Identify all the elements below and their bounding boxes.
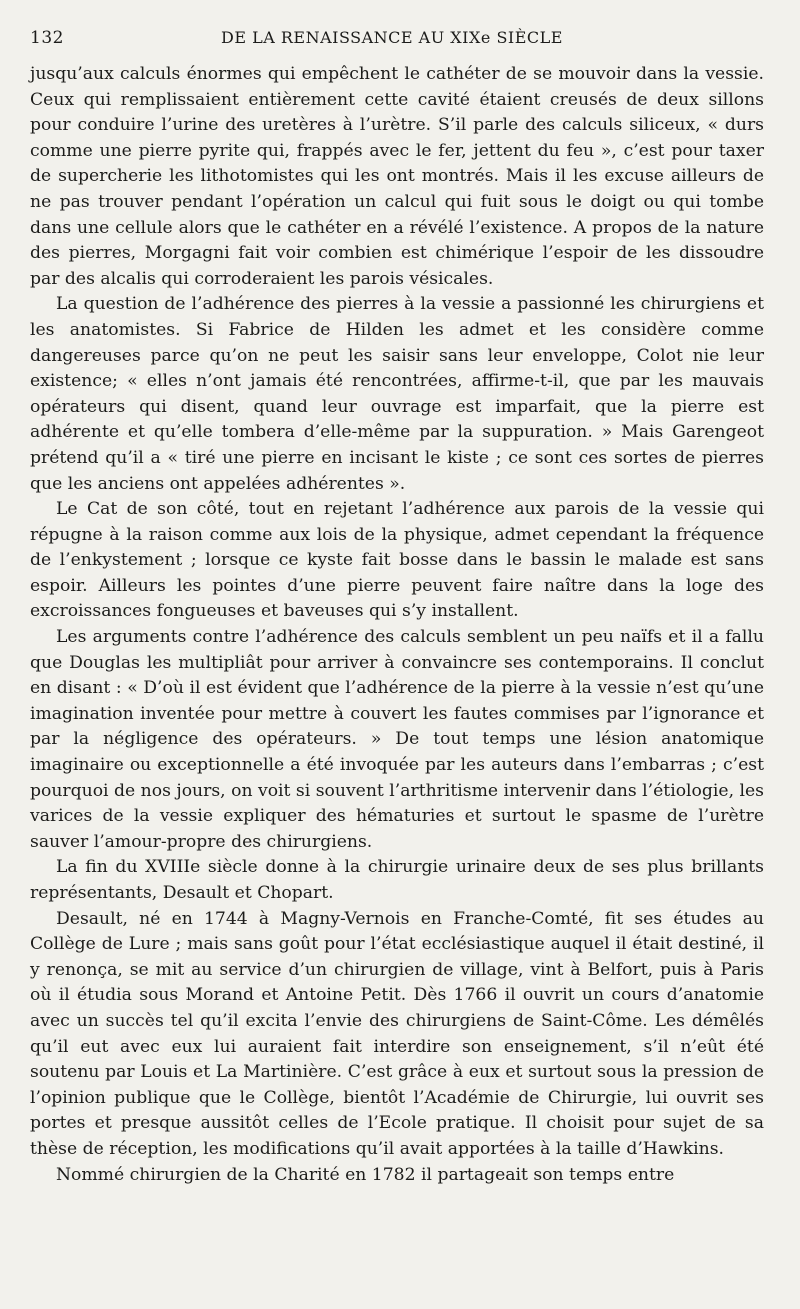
paragraph: Les arguments contre l’adhérence des calculs semblent un peu naïfs et il a fallu que Douglas les multipliât pour arriver à convaincre ses contemporains. Il conclut en disant : « D’où il est évident que l’adhérence de la pierre à la vessie n’est qu’une imagination inventée pour mettre à couvert les fautes commises par l’ignorance et par la négligence des opérateurs. » De tout temps une lésion anatomique imaginaire ou exceptionnelle a été invoquée par les auteurs dans l’embarras ; c’est pourquoi de nos jours, on voit si souvent l’arthritisme intervenir dans l’étiologie, les varices de la vessie expliquer des hématuries et surtout le spasme de l’urètre sauver l’amour-propre des chirurgiens. [30, 627, 764, 852]
paragraph: jusqu’aux calculs énormes qui empêchent le cathéter de se mouvoir dans la vessie. Ceux qui remplissaient entièrement cette cavité étaient creusés de deux sillons pour conduire l’urine des uretères à l’urètre. S’il parle des calculs siliceux, « durs comme une pierre pyrite qui, frappés avec le fer, jettent du feu », c’est pour taxer de supercherie les lithotomistes qui les ont montrés. Mais il les excuse ailleurs de ne pas trouver pendant l’opération un calcul qui fuit sous le doigt ou qui tombe dans une cellule alors que le cathéter en a révélé l’existence. A propos de la nature des pierres, Morgagni fait voir combien est chimérique l’espoir de les dissoudre par des alcalis qui corroderaient les parois vésicales. [30, 64, 764, 289]
paragraph: Desault, né en 1744 à Magny-Vernois en Franche-Comté, fit ses études au Collège de Lure ; mais sans goût pour l’état ecclésiastique auquel il était destiné, il y renonça, se mit au service d’un chirurgien de village, vint à Belfort, puis à Paris où il étudia sous Morand et Antoine Petit. Dès 1766 il ouvrit un cours d’anatomie avec un succès tel qu’il excita l’envie des chirurgiens de Saint-Côme. Les démêlés qu’il eut avec eux lui auraient fait interdire son enseignement, s’il n’eût été soutenu par Louis et La Martinière. C’est grâce à eux et surtout sous la pression de l’opinion publique que le Collège, bientôt l’Académie de Chirurgie, lui ouvrit ses portes et presque aussitôt celles de l’Ecole pratique. Il choisit pour sujet de sa thèse de réception, les modifications qu’il avait apportées à la taille d’Hawkins. [30, 908, 764, 1159]
running-title: DE LA RENAISSANCE AU XIXe SIÈCLE [221, 28, 563, 47]
paragraph: Le Cat de son côté, tout en rejetant l’adhérence aux parois de la vessie qui répugne à la raison comme aux lois de la physique, admet cependant la fréquence de l’enkystement ; lorsque ce kyste fait bosse dans le bassin le malade est sans espoir. Ailleurs les pointes d’une pierre peuvent faire naître dans la loge des excroissances fongueuses et baveuses qui s’y installent. [30, 499, 764, 622]
page-number: 132 [30, 28, 64, 48]
paragraph: La question de l’adhérence des pierres à la vessie a passionné les chirurgiens et les anatomistes. Si Fabrice de Hilden les admet et les considère comme dangereuses parce qu’on ne peut les saisir sans leur enveloppe, Colot nie leur existence; « elles n’ont jamais été rencontrées, affirme-t-il, que par les mauvais opérateurs qui disent, quand leur ouvrage est imparfait, que la pierre est adhérente et qu’elle tombera d’elle-même par la suppuration. » Mais Garengeot prétend qu’il a « tiré une pierre en incisant le kiste ; ce sont ces sortes de pierres que les anciens ont appelées adhérentes ». [30, 294, 764, 494]
paragraph: Nommé chirurgien de la Charité en 1782 il partageait son temps entre [56, 1164, 675, 1185]
page-header [30, 28, 764, 62]
paragraph: La fin du XVIIIe siècle donne à la chirurgie urinaire deux de ses plus brillants représentants, Desault et Chopart. [30, 857, 764, 903]
body-text [30, 62, 764, 1188]
